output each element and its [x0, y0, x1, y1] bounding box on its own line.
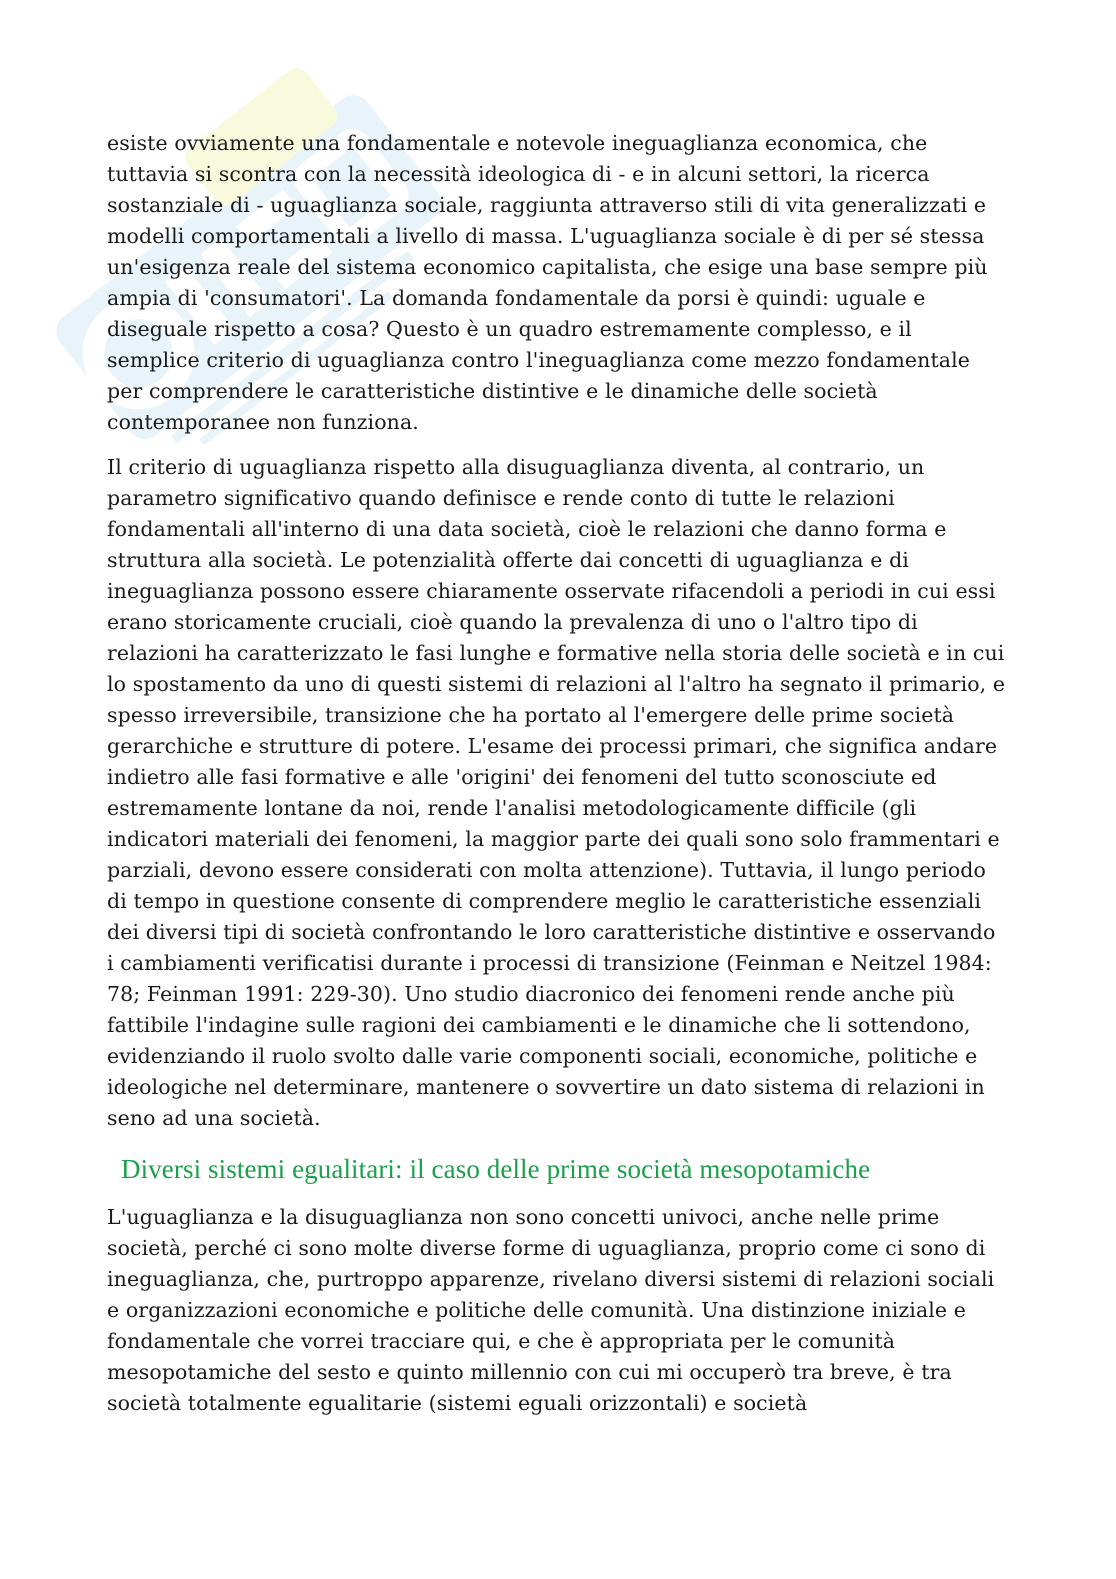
paragraph-3: L'uguaglianza e la disuguaglianza non sono concetti univoci, anche nelle prime società, perché ci sono molte diverse forme di uguaglianza, proprio come ci sono di ineguaglianza, che, purtroppo apparenze, rivelano diversi sistemi di relazioni sociali e organizzazioni economiche e politiche delle comunità. Una distinzione iniziale e fondamentale che vorrei tracciare qui, e che è appropriata per le comunità mesopotamiche del sesto e quinto millennio con cui mi occuperò tra breve, è tra società totalmente egualitarie (sistemi eguali orizzontali) e società — [107, 1205, 995, 1415]
document-body — [107, 128, 1007, 1433]
paragraph-1: esiste ovviamente una fondamentale e notevole ineguaglianza economica, che tuttavia si scontra con la necessità ideologica di - e in alcuni settori, la ricerca sostanziale di - uguaglianza sociale, raggiunta attraverso stili di vita generalizzati e modelli comportamentali a livello di massa. L'uguaglianza sociale è di per sé stessa un'esigenza reale del sistema economico capitalista, che esige una base sempre più ampia di 'consumatori'. La domanda fondamentale da porsi è quindi: uguale e diseguale rispetto a cosa? Questo è un quadro estremamente complesso, e il semplice criterio di uguaglianza contro l'ineguaglianza come mezzo fondamentale per comprendere le caratteristiche distintive e le dinamiche delle società contemporanee non funziona. — [107, 131, 988, 434]
paragraph-2: Il criterio di uguaglianza rispetto alla disuguaglianza diventa, al contrario, un parametro significativo quando definisce e rende conto di tutte le relazioni fondamentali all'interno di una data società, cioè le relazioni che danno forma e struttura alla società. Le potenzialità offerte dai concetti di uguaglianza e di ineguaglianza possono essere chiaramente osservate rifacendoli a periodi in cui essi erano storicamente cruciali, cioè quando la prevalenza di uno o l'altro tipo di relazioni ha caratterizzato le fasi lunghe e formative nella storia delle società e in cui lo spostamento da uno di questi sistemi di relazioni al l'altro ha segnato il primario, e spesso irreversibile, transizione che ha portato al l'emergere delle prime società gerarchiche e strutture di potere. L'esame dei processi primari, che significa andare indietro alle fasi formative e alle 'origini' dei fenomeni del tutto sconosciute ed estremamente lontane da noi, rende l'analisi metodologicamente difficile (gli indicatori materiali dei fenomeni, la maggior parte dei quali sono solo frammentari e parziali, devono essere considerati con molta attenzione). Tuttavia, il lungo periodo di tempo in questione consente di comprendere meglio le caratteristiche essenziali dei diversi tipi di società confrontando le loro caratteristiche distintive e osservando i cambiamenti verificatisi durante i processi di transizione (Feinman e Neitzel 1984: 78; Feinman 1991: 229-30). Uno studio diacronico dei fenomeni rende anche più fattibile l'indagine sulle ragioni dei cambiamenti e le dinamiche che li sottendono, evidenziando il ruolo svolto dalle varie componenti sociali, economiche, politiche e ideologiche nel determinare, mantenere o sovvertire un dato sistema di relazioni in seno ad una società. — [107, 455, 1006, 1130]
section-heading: Diversi sistemi egualitari: il caso delle prime società mesopotamiche — [121, 1154, 871, 1184]
